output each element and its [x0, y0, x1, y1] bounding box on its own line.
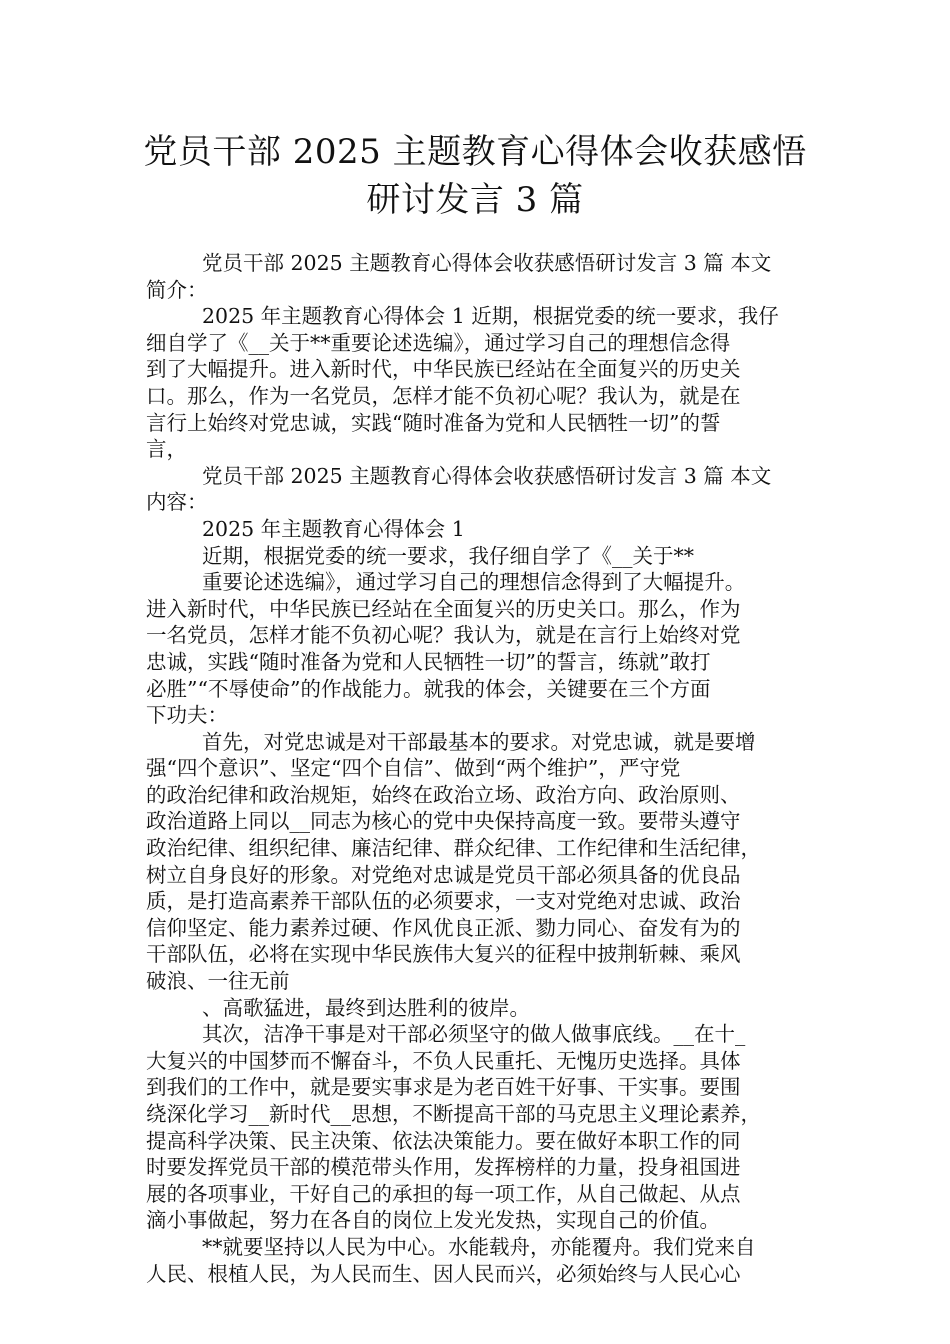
- body-text-line: 进入新时代，中华民族已经站在全面复兴的历史关口。那么，作为: [146, 596, 741, 621]
- body-text-line: 展的各项事业，干好自己的承担的每一项工作，从自己做起、从点: [146, 1181, 741, 1206]
- body-text-line: 到我们的工作中，就是要实事求是为老百姓干好事、干实事。要围: [146, 1075, 741, 1100]
- body-text-line: 言行上始终对党忠诚，实践“随时准备为党和人民牺牲一切”的誓: [146, 410, 721, 435]
- body-text-line: 首先，对党忠诚是对干部最基本的要求。对党忠诚，就是要增: [202, 729, 756, 754]
- body-text-line: 忠诚，实践“随时准备为党和人民牺牲一切”的誓言，练就”敢打: [146, 649, 711, 674]
- body-text-line: 绕深化学习__新时代__思想，不断提高干部的马克思主义理论素养，: [146, 1102, 761, 1126]
- body-text-line: 2025 年主题教育心得体会 1: [202, 516, 465, 541]
- body-text-line: 政治道路上同以__同志为核心的党中央保持高度一致。要带头遵守: [146, 809, 741, 834]
- document-body: [146, 250, 808, 1287]
- body-text-line: 大复兴的中国梦而不懈奋斗，不负人民重托、无愧历史选择。具体: [146, 1048, 741, 1073]
- body-text-line: 滴小事做起，努力在各自的岗位上发光发热，实现自己的价值。: [146, 1208, 720, 1233]
- body-text-line: 干部队伍，必将在实现中华民族伟大复兴的征程中披荆斩棘、乘风: [146, 942, 741, 967]
- document-title: [130, 128, 820, 224]
- body-text-line: 细自学了《__关于**重要论述选编》，通过学习自己的理想信念得: [146, 330, 731, 355]
- body-text-line: 一名党员，怎样才能不负初心呢？我认为，就是在言行上始终对党: [146, 623, 741, 648]
- title-line-2: 研讨发言 3 篇: [366, 180, 584, 220]
- body-text-line: 提高科学决策、民主决策、依法决策能力。要在做好本职工作的同: [146, 1128, 741, 1153]
- body-text-line: 口。那么，作为一名党员，怎样才能不负初心呢？我认为，就是在: [146, 383, 741, 408]
- body-text-line: 破浪、一往无前: [146, 969, 290, 994]
- body-text-line: 政治纪律、组织纪律、廉洁纪律、群众纪律、工作纪律和生活纪律，: [146, 836, 761, 861]
- body-text-line: 树立自身良好的形象。对党绝对忠诚是党员干部必须具备的优良品: [146, 862, 741, 887]
- body-text-line: 下功夫：: [146, 703, 228, 728]
- body-text-line: 简介：: [146, 277, 208, 302]
- body-text-line: 人民、根植人民，为人民而生、因人民而兴，必须始终与人民心心: [146, 1261, 741, 1286]
- body-text-line: 到了大幅提升。进入新时代，中华民族已经站在全面复兴的历史关: [146, 357, 741, 382]
- body-text-line: 其次，洁净干事是对干部必须坚守的做人做事底线。__在十_: [202, 1022, 746, 1047]
- body-text-line: 时要发挥党员干部的模范带头作用，发挥榜样的力量，投身祖国进: [146, 1155, 741, 1180]
- body-text-line: 、高歌猛进，最终到达胜利的彼岸。: [202, 995, 530, 1020]
- body-text-line: 内容：: [146, 490, 208, 515]
- body-text-line: 党员干部 2025 主题教育心得体会收获感悟研讨发言 3 篇 本文: [202, 251, 772, 275]
- body-text-line: 的政治纪律和政治规矩，始终在政治立场、政治方向、政治原则、: [146, 782, 741, 807]
- body-text-line: 近期，根据党委的统一要求，我仔细自学了《__关于**: [202, 543, 694, 568]
- body-text-line: 质，是打造高素养干部队伍的必须要求，一支对党绝对忠诚、政治: [146, 889, 741, 914]
- body-text-line: 必胜”“不辱使命”的作战能力。就我的体会，关键要在三个方面: [146, 676, 711, 701]
- body-text-line: 信仰坚定、能力素养过硬、作风优良正派、勠力同心、奋发有为的: [146, 915, 741, 940]
- body-text-line: 强“四个意识”、坚定“四个自信”、做到“两个维护”，严守党: [146, 756, 681, 781]
- body-text-line: 言，: [146, 437, 187, 462]
- body-text-line: 重要论述选编》，通过学习自己的理想信念得到了大幅提升。: [202, 570, 746, 595]
- body-text-line: 2025 年主题教育心得体会 1 近期，根据党委的统一要求，我仔: [202, 304, 779, 329]
- body-text-line: **就要坚持以人民为中心。水能载舟，亦能覆舟。我们党来自: [202, 1234, 756, 1259]
- body-text-line: 党员干部 2025 主题教育心得体会收获感悟研讨发言 3 篇 本文: [202, 463, 772, 488]
- title-line-1: 党员干部 2025 主题教育心得体会收获感悟: [143, 132, 807, 172]
